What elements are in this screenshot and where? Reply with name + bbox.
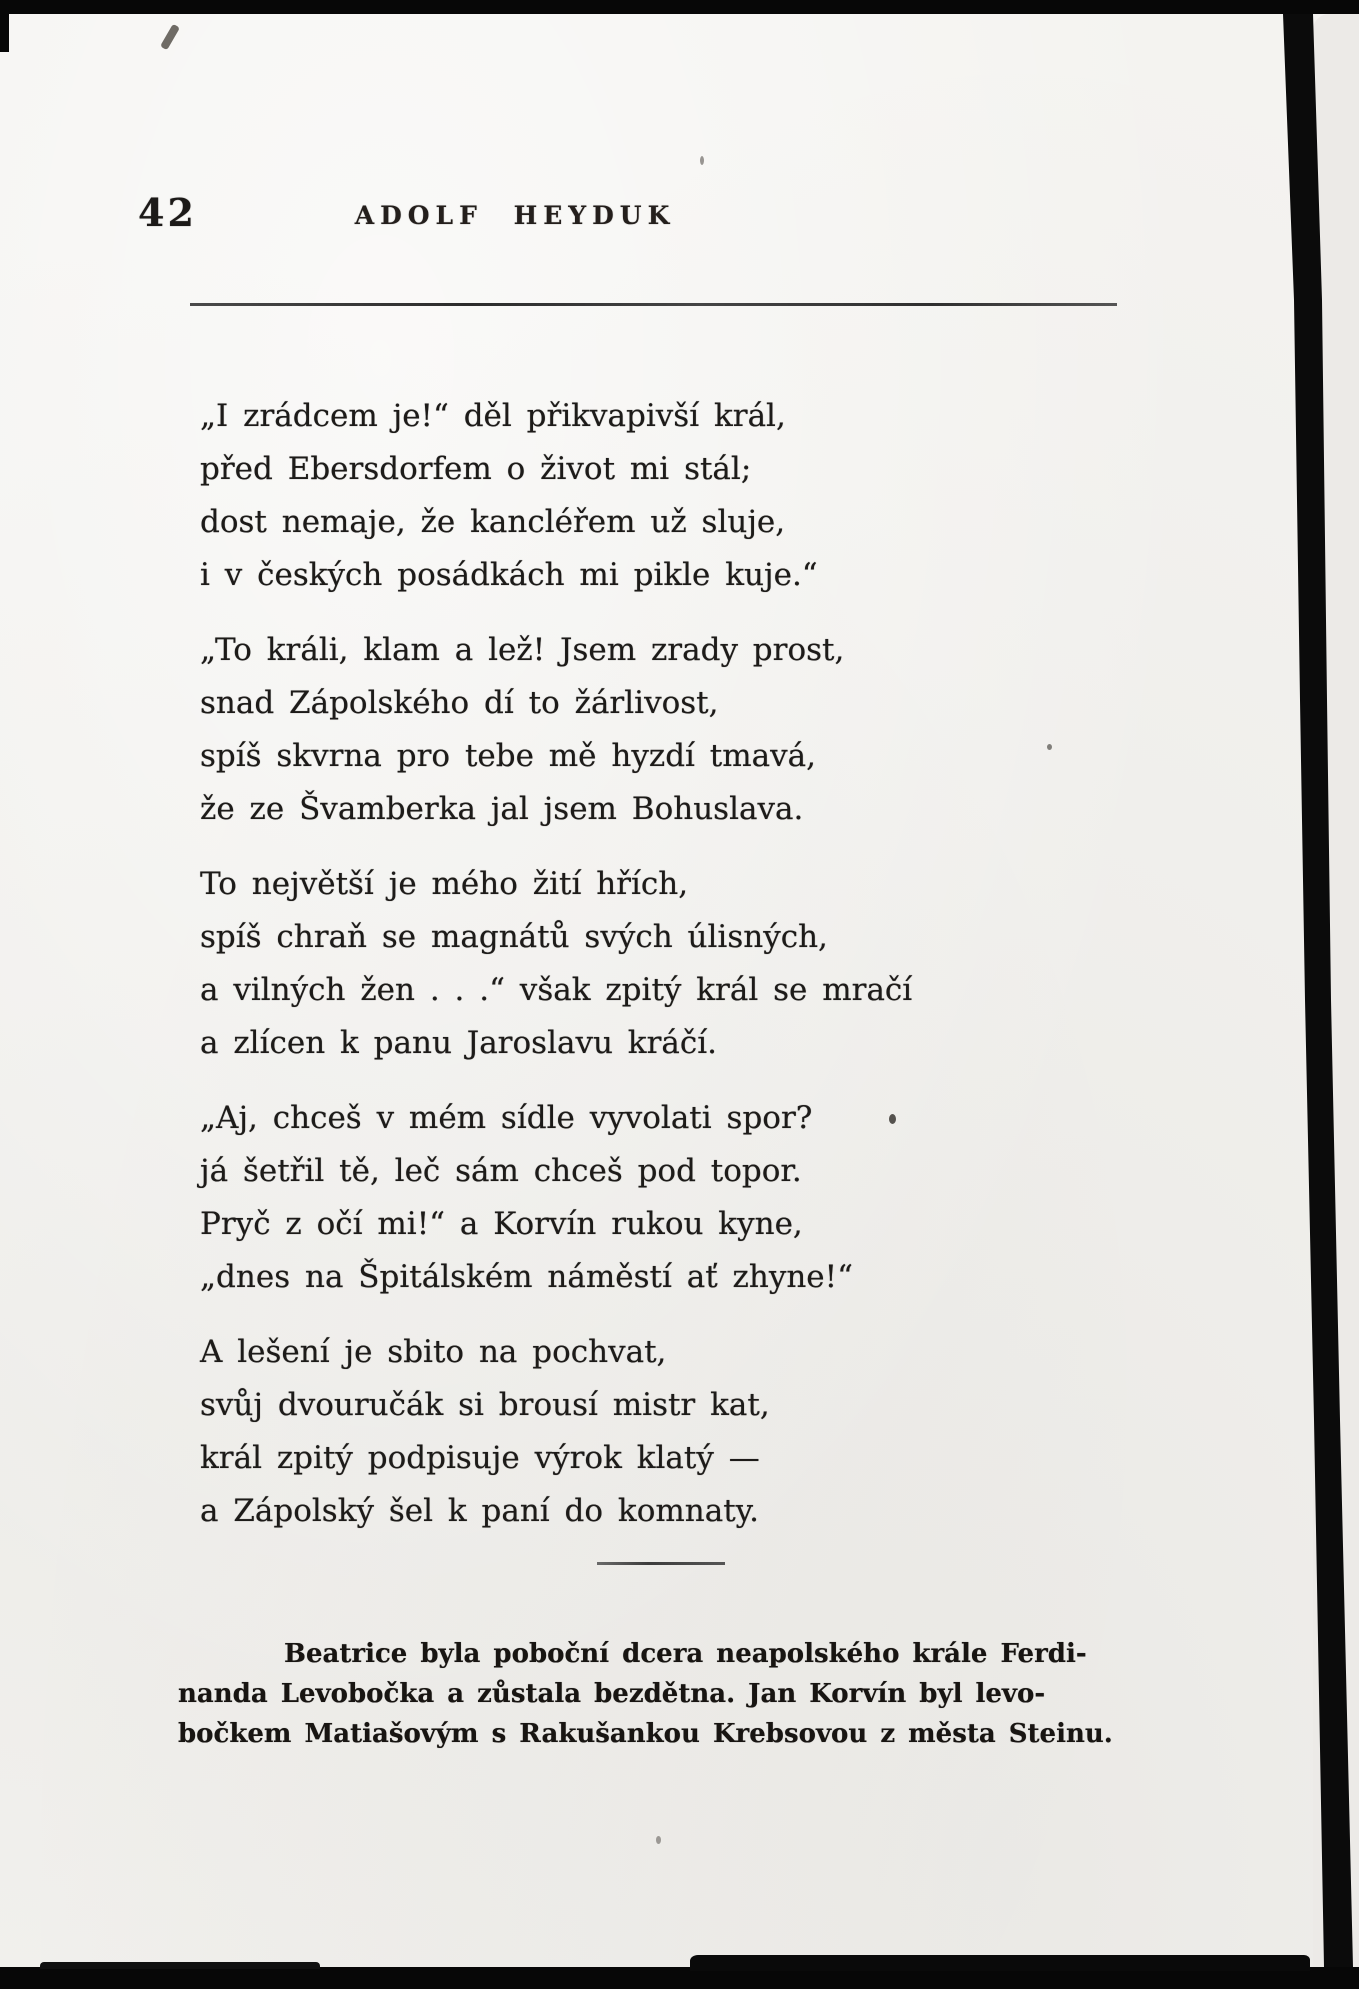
ink-speck — [656, 1836, 661, 1844]
ink-mark — [160, 24, 180, 51]
poem-line: a zlícen k panu Jaroslavu kráčí. — [200, 1025, 718, 1061]
footnote-line: Beatrice byla poboční dcera neapolského krále Ferdi- — [284, 1639, 1087, 1669]
stanza-5 — [200, 1326, 912, 1538]
footnote-divider — [597, 1562, 725, 1565]
running-title: ADOLF HEYDUK — [354, 201, 676, 230]
page-number: 42 — [138, 190, 197, 235]
poem-line: spíš chraň se magnátů svých úlisných, — [200, 919, 828, 955]
stanza-1 — [200, 390, 912, 602]
adjacent-page-edge — [1313, 14, 1359, 1967]
scan-border-left-notch — [0, 0, 9, 52]
poem-line: a vilných žen . . .“ však zpitý král se mračí — [200, 972, 913, 1008]
ink-speck — [1047, 744, 1052, 750]
stanza-4 — [200, 1092, 912, 1304]
footnote-text — [178, 1634, 1128, 1754]
poem-line: „dnes na Špitálském náměstí ať zhyne!“ — [200, 1259, 853, 1295]
poem-line: To největší je mého žití hřích, — [200, 866, 689, 902]
poem-line: že ze Švamberka jal jsem Bohuslava. — [200, 791, 804, 827]
poem-line: A lešení je sbito na pochvat, — [200, 1334, 667, 1370]
poem-line: Pryč z očí mi!“ a Korvín rukou kyne, — [200, 1206, 803, 1242]
header-rule — [190, 303, 1117, 306]
scan-border-top — [0, 0, 1359, 14]
scan-border-bottom-irregularity — [40, 1962, 320, 1969]
stanza-3 — [200, 858, 912, 1070]
poem-line: král zpitý podpisuje výrok klatý — — [200, 1440, 760, 1476]
poem-line: „To králi, klam a lež! Jsem zrady prost, — [200, 632, 845, 668]
poem-line: svůj dvouručák si brousí mistr kat, — [200, 1387, 770, 1423]
poem-text — [200, 390, 912, 1560]
poem-line: snad Zápolského dí to žárlivost, — [200, 685, 719, 721]
ink-speck — [700, 156, 704, 165]
footnote-line: nanda Levobočka a zůstala bezdětna. Jan Korvín byl levo- — [178, 1679, 1046, 1709]
stanza-2 — [200, 624, 912, 836]
poem-line: i v českých posádkách mi pikle kuje.“ — [200, 557, 818, 593]
scan-border-bottom-irregularity — [690, 1955, 1310, 1971]
poem-line: „Aj, chceš v mém sídle vyvolati spor? — [200, 1100, 813, 1136]
poem-line: a Zápolský šel k paní do komnaty. — [200, 1493, 759, 1529]
poem-line: před Ebersdorfem o život mi stál; — [200, 451, 752, 487]
poem-line: já šetřil tě, leč sám chceš pod topor. — [200, 1153, 802, 1189]
poem-line: spíš skvrna pro tebe mě hyzdí tmavá, — [200, 738, 816, 774]
footnote-line: bočkem Matiašovým s Rakušankou Krebsovou z města Steinu. — [178, 1719, 1113, 1749]
poem-line: „I zrádcem je!“ děl přikvapivší král, — [200, 398, 786, 434]
poem-line: dost nemaje, že kancléřem už sluje, — [200, 504, 786, 540]
